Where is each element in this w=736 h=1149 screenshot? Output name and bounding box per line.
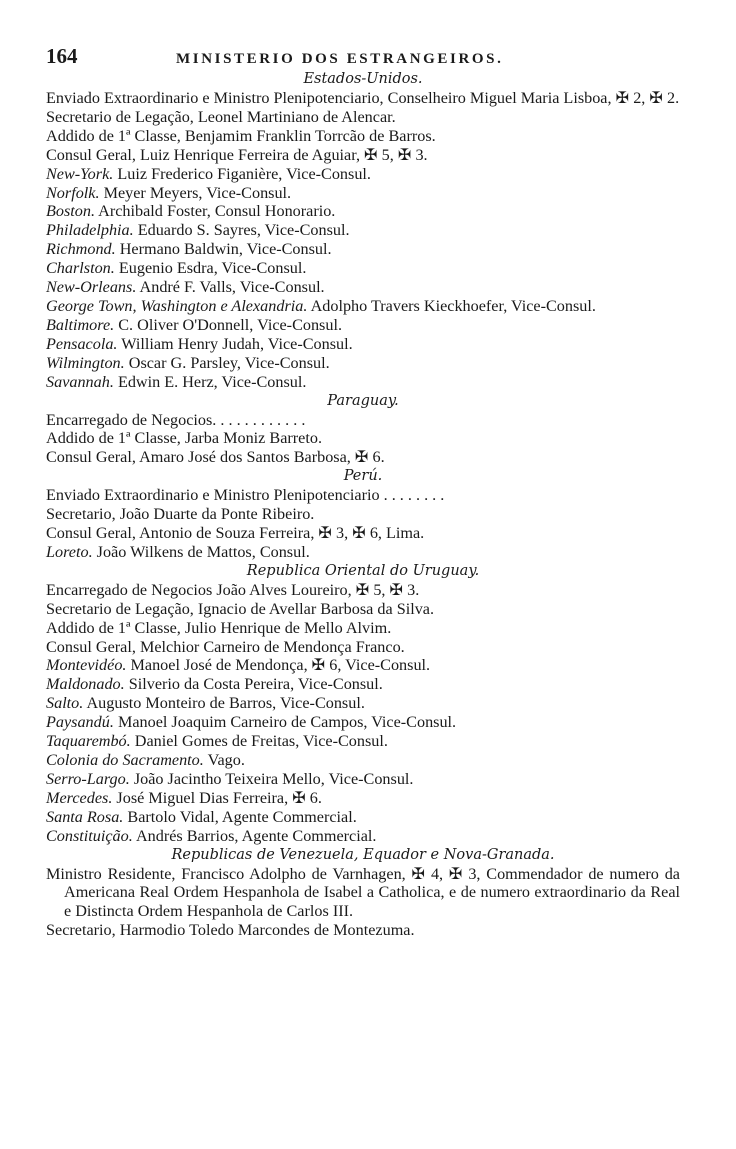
- list-item: [46, 202, 680, 221]
- entry-text: Archibald Foster, Consul Honorario.: [98, 202, 336, 221]
- list-item: [46, 581, 680, 600]
- entry-text: Manoel José de Mendonça, ✠ 6, Vice-Consul.: [130, 656, 431, 675]
- list-item: [46, 259, 680, 278]
- section-heading: Republicas de Venezuela, Equador e Nova-Granada.: [171, 846, 555, 863]
- place-name: Montevidéo.: [46, 656, 127, 675]
- entry-text: Manoel Joaquim Carneiro de Campos, Vice-Consul.: [117, 713, 457, 732]
- entry-text: Addido de 1ª Classe, Julio Henrique de Mello Alvim.: [46, 618, 392, 637]
- list-item: [46, 751, 680, 770]
- list-item: [46, 335, 680, 354]
- running-head: [46, 44, 680, 68]
- list-item: [46, 732, 680, 751]
- list-item: [46, 675, 680, 694]
- list-item: [46, 316, 680, 335]
- place-name: Boston.: [46, 202, 96, 221]
- entry-text: Encarregado de Negocios João Alves Loureiro, ✠ 5, ✠ 3.: [46, 580, 420, 599]
- entry-text: Silverio da Costa Pereira, Vice-Consul.: [128, 675, 383, 694]
- section-heading: Republica Oriental do Uruguay.: [246, 562, 480, 579]
- entry-text: Bartolo Vidal, Agente Commercial.: [127, 807, 357, 826]
- list-item: [46, 543, 680, 562]
- list-item: [46, 865, 680, 922]
- entry-text: Eduardo S. Sayres, Vice-Consul.: [137, 221, 350, 240]
- entry-text: Consul Geral, Amaro José dos Santos Barbosa, ✠ 6.: [46, 448, 385, 467]
- place-name: Loreto.: [46, 542, 93, 561]
- list-item: [46, 656, 680, 675]
- place-name: Baltimore.: [46, 315, 115, 334]
- list-item: [46, 448, 680, 467]
- place-name: New-York.: [46, 164, 114, 183]
- place-name: Paysandú.: [46, 713, 114, 732]
- place-name: New-Orleans.: [46, 278, 137, 297]
- place-name: Mercedes.: [46, 788, 113, 807]
- list-item: [46, 808, 680, 827]
- place-name: George Town, Washington e Alexandria.: [46, 296, 308, 315]
- list-item: [46, 789, 680, 808]
- list-item: [46, 486, 680, 505]
- entry-text: Secretario de Legação, Ignacio de Avellar Barbosa da Silva.: [46, 599, 435, 618]
- place-name: Wilmington.: [46, 353, 125, 372]
- place-name: Santa Rosa.: [46, 807, 124, 826]
- entry-text: William Henry Judah, Vice-Consul.: [121, 334, 353, 353]
- entry-text: Meyer Meyers, Vice-Consul.: [103, 183, 292, 202]
- list-item: [46, 411, 680, 430]
- entry-text: Encarregado de Negocios. . . . . . . . . . . .: [46, 410, 306, 429]
- entry-text: Consul Geral, Luiz Henrique Ferreira de Aguiar, ✠ 5, ✠ 3.: [46, 145, 428, 164]
- entry-text: Addido de 1ª Classe, Benjamim Franklin Torrcão de Barros.: [46, 126, 436, 145]
- place-name: Savannah.: [46, 372, 114, 391]
- running-title: MINISTERIO DOS ESTRANGEIROS.: [176, 51, 504, 67]
- list-item: [46, 278, 680, 297]
- list-item: [46, 89, 680, 108]
- entry-text: João Wilkens de Mattos, Consul.: [96, 542, 310, 561]
- entry-text: João Jacintho Teixeira Mello, Vice-Consul.: [133, 769, 414, 788]
- list-item: [46, 184, 680, 203]
- entry-text: André F. Valls, Vice-Consul.: [139, 278, 325, 297]
- list-item: [46, 240, 680, 259]
- place-name: Norfolk.: [46, 183, 100, 202]
- list-item: [46, 429, 680, 448]
- place-name: Colonia do Sacramento.: [46, 751, 204, 769]
- entry-text: Eugenio Esdra, Vice-Consul.: [118, 259, 307, 278]
- place-name: Constituição.: [46, 826, 133, 845]
- list-item: [46, 297, 680, 316]
- list-item: [46, 713, 680, 732]
- list-item: [46, 694, 680, 713]
- place-name: Pensacola.: [46, 334, 118, 353]
- list-item: [46, 165, 680, 184]
- page-content: [46, 70, 680, 940]
- place-name: Philadelphia.: [46, 221, 134, 240]
- list-item: [46, 827, 680, 846]
- list-item: [46, 921, 680, 940]
- list-item: [46, 127, 680, 146]
- entry-text: Ministro Residente, Francisco Adolpho de Varnhagen, ✠ 4, ✠ 3, Commendador de numero da Americana Real Ordem Hespanhola de Isabel a Catholica, e de numero extraordinario da Real e Distincta Ordem Hespanhola de Carlos III.: [46, 864, 680, 921]
- entry-text: Secretario, João Duarte da Ponte Ribeiro.: [46, 505, 315, 524]
- entry-text: Hermano Baldwin, Vice-Consul.: [119, 240, 332, 259]
- place-name: Salto.: [46, 694, 84, 713]
- entry-text: Adolpho Travers Kieckhoefer, Vice-Consul.: [310, 296, 596, 315]
- list-item: [46, 373, 680, 392]
- list-item: [46, 619, 680, 638]
- entry-text: Daniel Gomes de Freitas, Vice-Consul.: [134, 732, 388, 751]
- page-number: 164: [46, 44, 78, 68]
- list-item: [46, 108, 680, 127]
- entry-text: Addido de 1ª Classe, Jarba Moniz Barreto.: [46, 429, 322, 448]
- entry-text: Oscar G. Parsley, Vice-Consul.: [128, 353, 330, 372]
- section-heading: Paraguay.: [327, 392, 399, 409]
- entry-text: Augusto Monteiro de Barros, Vice-Consul.: [86, 694, 365, 713]
- section-heading: Estados-Unidos.: [303, 71, 423, 87]
- section-heading: Perú.: [343, 468, 383, 485]
- entry-text: Enviado Extraordinario e Ministro Plenipotenciario, Conselheiro Miguel Maria Lisboa, ✠ 2, ✠ 2.: [46, 89, 680, 107]
- list-item: [46, 524, 680, 543]
- list-item: [46, 146, 680, 165]
- entry-text: Consul Geral, Antonio de Souza Ferreira, ✠ 3, ✠ 6, Lima.: [46, 524, 425, 543]
- entry-text: José Miguel Dias Ferreira, ✠ 6.: [116, 788, 322, 807]
- list-item: [46, 638, 680, 657]
- place-name: Taquarembó.: [46, 732, 131, 751]
- entry-text: Vago.: [207, 751, 245, 769]
- list-item: [46, 505, 680, 524]
- entry-text: Secretario, Harmodio Toledo Marcondes de Montezuma.: [46, 921, 415, 940]
- entry-text: Enviado Extraordinario e Ministro Plenipotenciario . . . . . . . .: [46, 486, 445, 505]
- place-name: Maldonado.: [46, 675, 125, 694]
- list-item: [46, 354, 680, 373]
- list-item: [46, 600, 680, 619]
- entry-text: Secretario de Legação, Leonel Martiniano de Alencar.: [46, 107, 396, 126]
- entry-text: Edwin E. Herz, Vice-Consul.: [117, 372, 307, 391]
- list-item: [46, 770, 680, 789]
- place-name: Charlston.: [46, 259, 115, 278]
- entry-text: C. Oliver O'Donnell, Vice-Consul.: [118, 315, 342, 334]
- entry-text: Consul Geral, Melchior Carneiro de Mendonça Franco.: [46, 637, 405, 656]
- entry-text: Andrés Barrios, Agente Commercial.: [135, 826, 377, 845]
- place-name: Serro-Largo.: [46, 769, 130, 788]
- place-name: Richmond.: [46, 240, 116, 259]
- entry-text: Luiz Frederico Figanière, Vice-Consul.: [117, 164, 371, 183]
- list-item: [46, 221, 680, 240]
